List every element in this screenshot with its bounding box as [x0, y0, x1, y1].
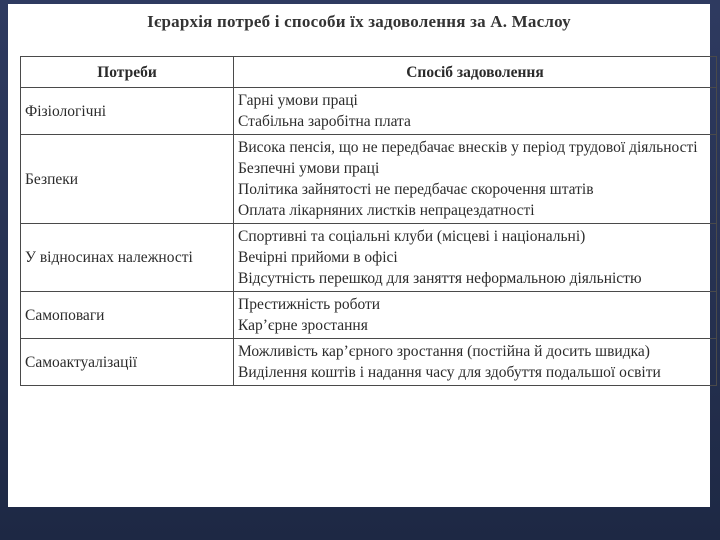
need-cell: Фізіологічні	[21, 88, 234, 135]
way-item: Відсутність перешкод для заняття неформальною діяльністю	[238, 270, 642, 287]
slide	[8, 4, 710, 507]
table-row	[21, 88, 717, 135]
needs-table	[20, 56, 717, 386]
way-item: Кар’єрне зростання	[238, 317, 368, 334]
need-cell: Безпеки	[21, 135, 234, 224]
way-item: Виділення коштів і надання часу для здобуття подальшої освіти	[238, 364, 661, 381]
ways-cell	[234, 135, 717, 224]
ways-cell	[234, 292, 717, 339]
ways-cell	[234, 224, 717, 292]
column-header-needs: Потреби	[21, 57, 234, 88]
table-row	[21, 135, 717, 224]
way-item: Оплата лікарняних листків непрацездатності	[238, 202, 535, 219]
way-item: Висока пенсія, що не передбачає внесків у період трудової діяльності	[238, 139, 698, 156]
way-item: Політика зайнятості не передбачає скорочення штатів	[238, 181, 594, 198]
ways-cell	[234, 339, 717, 386]
need-cell: Самоактуалізації	[21, 339, 234, 386]
page-title: Ієрархія потреб і способи їх задоволення за А. Маслоу	[147, 12, 571, 31]
way-item: Стабільна заробітна плата	[238, 113, 411, 130]
ways-cell	[234, 88, 717, 135]
way-item: Безпечні умови праці	[238, 160, 380, 177]
table-header-row	[21, 57, 717, 88]
column-header-ways: Спосіб задоволення	[234, 57, 717, 88]
table-row	[21, 224, 717, 292]
table-row	[21, 292, 717, 339]
way-item: Гарні умови праці	[238, 92, 358, 109]
need-cell: У відносинах належності	[21, 224, 234, 292]
way-item: Престижність роботи	[238, 296, 381, 313]
way-item: Спортивні та соціальні клуби (місцеві і національні)	[238, 228, 586, 245]
way-item: Вечірні прийоми в офісі	[238, 249, 398, 266]
table-row	[21, 339, 717, 386]
need-cell: Самоповаги	[21, 292, 234, 339]
way-item: Можливість кар’єрного зростання (постійна й досить швидка)	[238, 343, 650, 360]
